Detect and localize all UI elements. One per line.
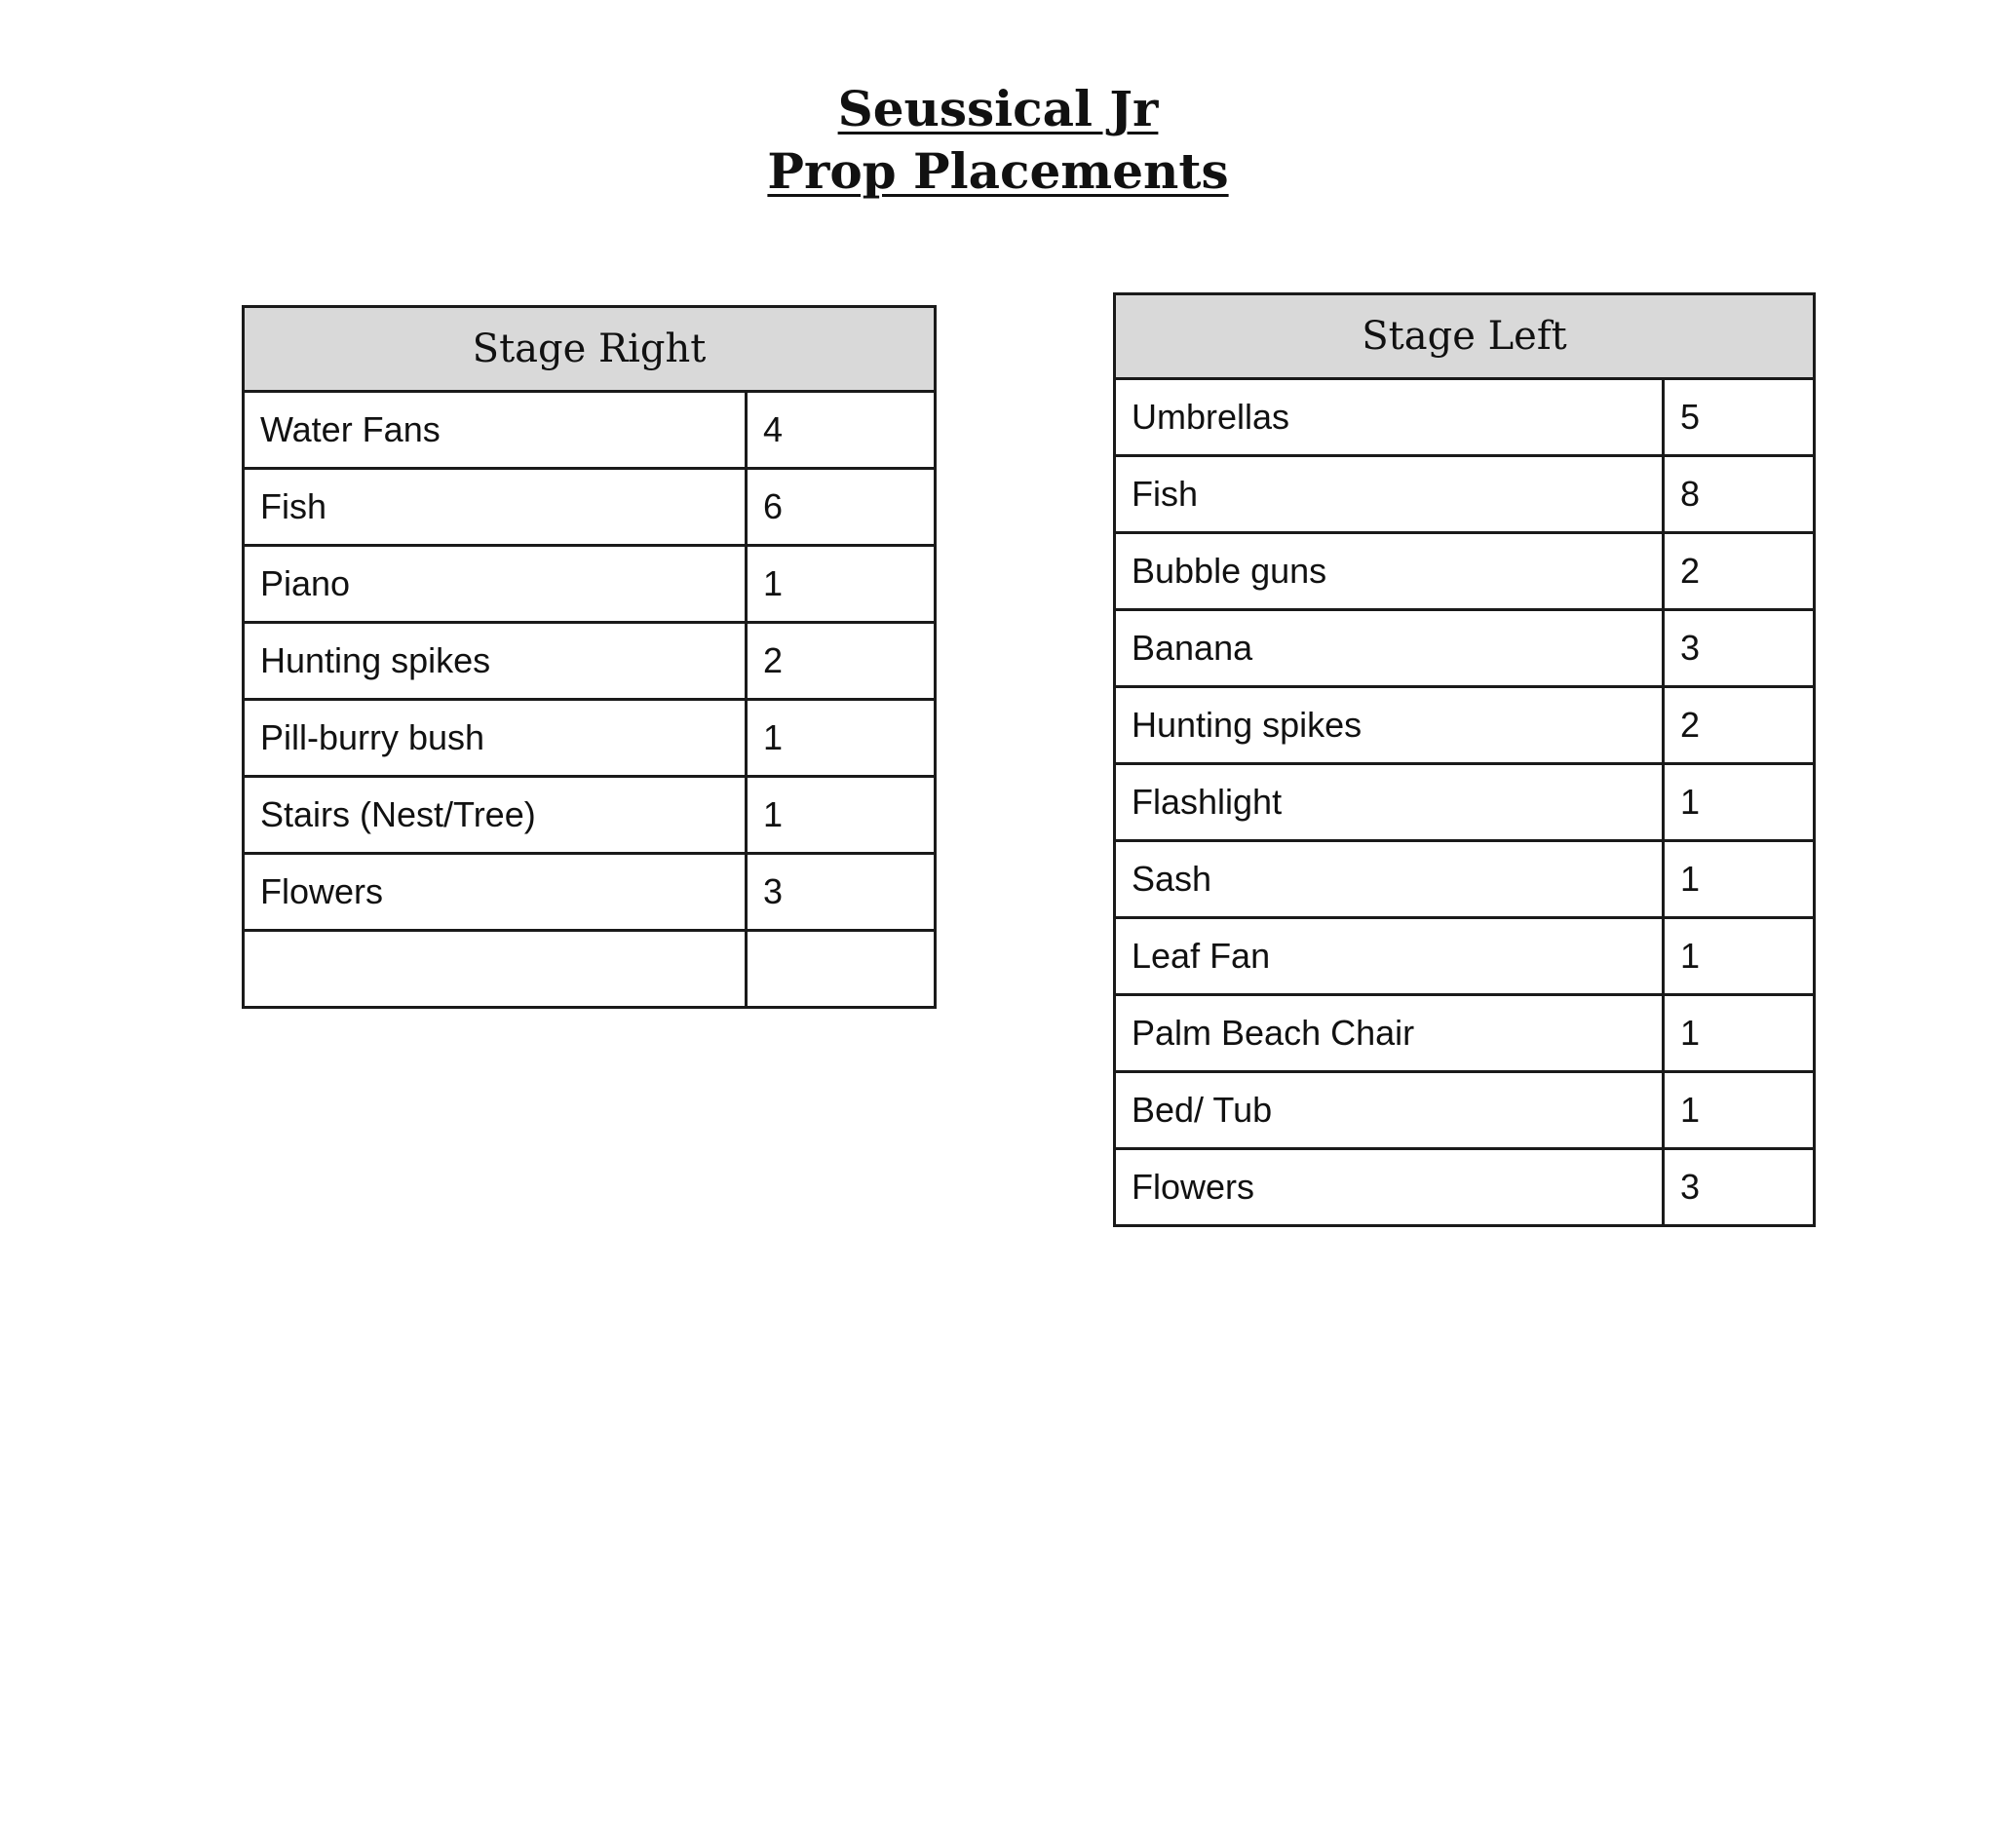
table-row — [1115, 764, 1815, 841]
prop-quantity-cell: 1 — [747, 777, 936, 854]
table-row — [1115, 995, 1815, 1072]
title-line-2 — [0, 140, 1996, 203]
prop-name-cell: Umbrellas — [1115, 379, 1664, 456]
prop-name-cell: Water Fans — [244, 392, 747, 469]
prop-name-cell: Banana — [1115, 610, 1664, 687]
table-row — [244, 469, 936, 546]
document-title — [0, 78, 1996, 203]
prop-quantity-cell: 1 — [1664, 764, 1815, 841]
table-row — [1115, 533, 1815, 610]
stage-left-header: Stage Left — [1115, 294, 1815, 379]
table-row — [1115, 918, 1815, 995]
table-row — [244, 623, 936, 700]
prop-quantity-cell: 5 — [1664, 379, 1815, 456]
stage-right-header: Stage Right — [244, 307, 936, 392]
table-row — [244, 700, 936, 777]
prop-quantity-cell: 1 — [747, 546, 936, 623]
prop-name-cell: Palm Beach Chair — [1115, 995, 1664, 1072]
table-row-empty — [244, 931, 936, 1008]
prop-quantity-cell: 3 — [747, 854, 936, 931]
table-row — [244, 854, 936, 931]
prop-name-cell: Bubble guns — [1115, 533, 1664, 610]
prop-quantity-cell: 6 — [747, 469, 936, 546]
prop-quantity-cell: 4 — [747, 392, 936, 469]
table-row — [1115, 687, 1815, 764]
table-row — [1115, 379, 1815, 456]
stage-right-table — [242, 305, 937, 1009]
title-line-1 — [0, 78, 1996, 140]
prop-name-cell: Flashlight — [1115, 764, 1664, 841]
prop-quantity-cell: 1 — [1664, 918, 1815, 995]
prop-quantity-cell: 2 — [747, 623, 936, 700]
title-show-name: Seussical Jr — [837, 80, 1159, 137]
prop-quantity-cell — [747, 931, 936, 1008]
prop-name-cell: Sash — [1115, 841, 1664, 918]
table-row — [244, 392, 936, 469]
prop-quantity-cell: 2 — [1664, 533, 1815, 610]
table-row — [244, 546, 936, 623]
table-row — [1115, 1072, 1815, 1149]
prop-quantity-cell: 1 — [1664, 995, 1815, 1072]
table-header-row — [1115, 294, 1815, 379]
stage-left-table — [1113, 292, 1816, 1227]
prop-name-cell: Stairs (Nest/Tree) — [244, 777, 747, 854]
prop-name-cell — [244, 931, 747, 1008]
table-row — [1115, 1149, 1815, 1226]
prop-quantity-cell: 3 — [1664, 1149, 1815, 1226]
prop-quantity-cell: 1 — [1664, 841, 1815, 918]
prop-name-cell: Hunting spikes — [1115, 687, 1664, 764]
prop-name-cell: Piano — [244, 546, 747, 623]
prop-name-cell: Bed/ Tub — [1115, 1072, 1664, 1149]
prop-quantity-cell: 3 — [1664, 610, 1815, 687]
table-header-row — [244, 307, 936, 392]
prop-quantity-cell: 1 — [1664, 1072, 1815, 1149]
prop-name-cell: Fish — [244, 469, 747, 546]
prop-name-cell: Flowers — [1115, 1149, 1664, 1226]
table-row — [244, 777, 936, 854]
prop-quantity-cell: 1 — [747, 700, 936, 777]
prop-name-cell: Pill-burry bush — [244, 700, 747, 777]
prop-name-cell: Fish — [1115, 456, 1664, 533]
prop-quantity-cell: 8 — [1664, 456, 1815, 533]
prop-name-cell: Leaf Fan — [1115, 918, 1664, 995]
table-row — [1115, 456, 1815, 533]
prop-name-cell: Hunting spikes — [244, 623, 747, 700]
table-row — [1115, 610, 1815, 687]
prop-quantity-cell: 2 — [1664, 687, 1815, 764]
title-subtitle: Prop Placements — [767, 142, 1229, 200]
prop-name-cell: Flowers — [244, 854, 747, 931]
table-row — [1115, 841, 1815, 918]
